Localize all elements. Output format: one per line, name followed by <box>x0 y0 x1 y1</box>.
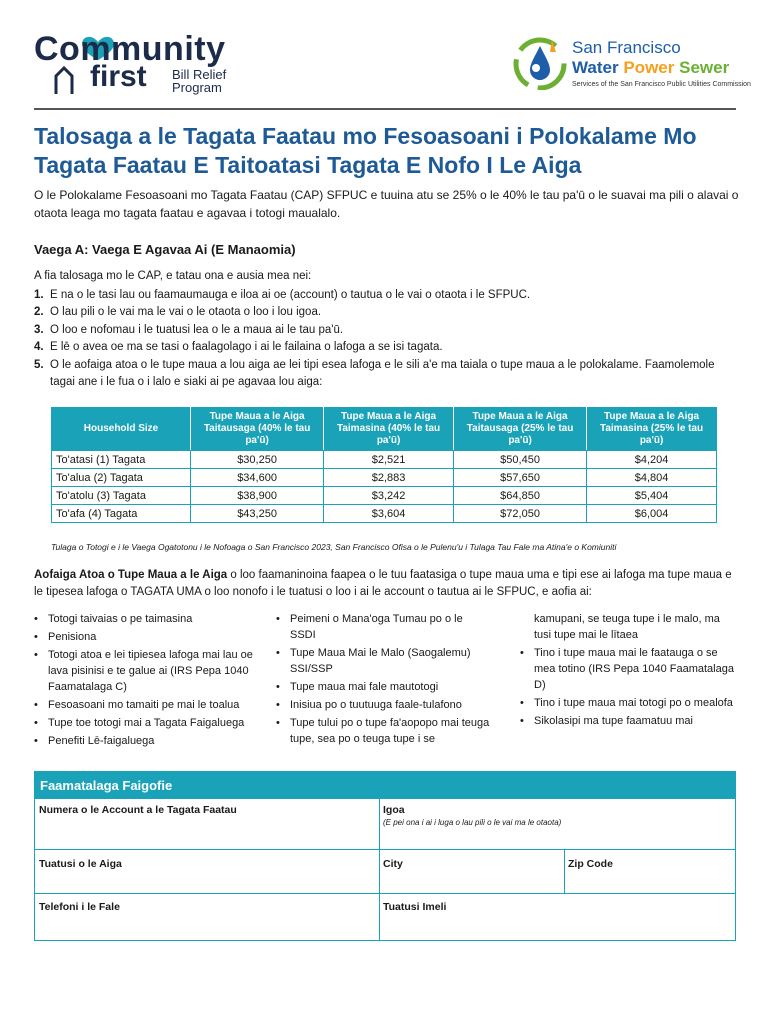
eligibility-item <box>34 357 734 392</box>
item-number: 5. <box>34 358 44 371</box>
page-title: Talosaga a le Tagata Faatau mo Fesoasoani i Polokalame Mo Tagata Faatau E Taitoatasi Tagata E Nofo I Le Aiga <box>34 123 697 178</box>
form-divider <box>35 893 735 894</box>
list-item: • Totogi atoa e lei tipiesea lafoga mai lau oe lava pisinisi e te galue ai (IRS Pepa 1040 Faamatalaga C) <box>34 647 264 695</box>
form-divider <box>379 799 380 940</box>
item-text: E na o le tasi lau ou faamaumauga e iloa ai oe (account) o tautua o le vai o otaota i le SFPUC. <box>50 289 531 301</box>
basic-info-form <box>34 798 736 941</box>
table-header-row <box>52 408 717 451</box>
item-text: E lē o avea oe ma se tasi o faalagolago i ai le failaina o lafoga a se isi tagata. <box>50 341 443 354</box>
income-definition <box>34 567 739 601</box>
item-number: 4. <box>34 341 44 354</box>
form-divider <box>564 849 565 893</box>
income-sources-col3 <box>520 611 740 731</box>
column-header: Tupe Maua a le Aiga Taimasina (40% le tau pa'ū) <box>324 408 454 451</box>
zip-code-field[interactable]: Zip Code <box>568 858 613 870</box>
section-a-lead: A fia talosaga mo le CAP, e tatau ona e ausia mea nei: <box>34 270 312 282</box>
sfpuc-name: San Francisco <box>572 38 681 57</box>
sfpuc-services <box>572 58 729 78</box>
form-section-heading: Faamatalaga Faigofie <box>34 771 736 798</box>
table-cell: $50,450 <box>453 451 586 469</box>
table-cell: $4,204 <box>587 451 717 469</box>
logo-text-first: first <box>90 60 147 93</box>
list-item: • Tupe Maua Mai le Malo (Saogalemu) SSI/SSP <box>276 645 491 677</box>
eligibility-item <box>34 287 734 304</box>
table-cell: $2,883 <box>324 469 454 487</box>
name-field[interactable]: Igoa <box>383 804 405 816</box>
logo-subtitle-line2: Program <box>172 80 222 95</box>
table-cell: $43,250 <box>191 505 324 523</box>
table-cell: $4,804 <box>587 469 717 487</box>
table-cell: $57,650 <box>453 469 586 487</box>
list-item: • Fesoasoani mo tamaiti pe mai le toalua <box>34 697 264 713</box>
income-sources-col2 <box>276 611 491 749</box>
logo-subtitle-line1: Bill Relief <box>172 67 227 82</box>
list-item: • Tupe maua mai fale mautotogi <box>276 679 491 695</box>
table-cell: $64,850 <box>453 487 586 505</box>
account-number-field[interactable]: Numera o le Account a le Tagata Faatau <box>39 804 237 816</box>
list-item: • Penisiona <box>34 629 264 645</box>
list-item: • Tupe tului po o tupe fa'aopopo mai teuga tupe, sea po o teuga tupe i se <box>276 715 491 747</box>
sfpuc-sewer: Sewer <box>679 58 730 77</box>
table-cell: $2,521 <box>324 451 454 469</box>
table-cell: $3,242 <box>324 487 454 505</box>
item-text: O lau pili o le vai ma le vai o le otaota o loo i lou igoa. <box>50 306 322 319</box>
income-sources-col1 <box>34 611 264 751</box>
intro-paragraph: O le Polokalame Fesoasoani mo Tagata Faatau (CAP) SFPUC e tuuina atu se 25% o le 40% le tau pa'ū o le suavai ma pili o alavai o otaota leaga mo tagata faatau e agavaa i totogi maualalo. <box>34 188 739 220</box>
table-cell: $30,250 <box>191 451 324 469</box>
home-phone-field[interactable]: Telefoni i le Fale <box>39 901 120 913</box>
list-item-continued: kamupani, se teuga tupe i le malo, ma tusi tupe mai le lītaea <box>534 613 720 641</box>
income-limits-table <box>51 407 717 523</box>
sfpuc-drop-icon <box>512 34 568 90</box>
column-header: Tupe Maua a le Aiga Taitausaga (25% le tau pa'ū) <box>453 408 586 451</box>
eligibility-list <box>34 287 734 391</box>
table-row <box>52 487 717 505</box>
table-cell: $72,050 <box>453 505 586 523</box>
table-cell: To'alua (2) Tagata <box>52 469 191 487</box>
item-number: 2. <box>34 306 44 319</box>
item-number: 3. <box>34 323 44 336</box>
city-field[interactable]: City <box>383 858 403 870</box>
section-a-heading: Vaega A: Vaega E Agavaa Ai (E Manaomia) <box>34 242 296 257</box>
table-cell: $38,900 <box>191 487 324 505</box>
income-definition-term: Aofaiga Atoa o Tupe Maua a le Aiga <box>34 569 228 581</box>
table-cell: $6,004 <box>587 505 717 523</box>
table-cell: $34,600 <box>191 469 324 487</box>
home-address-field[interactable]: Tuatusi o le Aiga <box>39 858 122 870</box>
column-header: Household Size <box>52 408 191 451</box>
sfpuc-tagline: Services of the San Francisco Public Utilities Commission <box>572 81 751 88</box>
list-item: • Inisiua po o tuutuuga faale-tulafono <box>276 697 491 713</box>
table-cell: To'atasi (1) Tagata <box>52 451 191 469</box>
table-cell: To'afa (4) Tagata <box>52 505 191 523</box>
table-cell: To'atolu (3) Tagata <box>52 487 191 505</box>
sfpuc-power: Power <box>623 58 675 77</box>
form-divider <box>35 849 735 850</box>
table-row <box>52 505 717 523</box>
header-divider <box>34 108 736 110</box>
table-cell: $5,404 <box>587 487 717 505</box>
income-definition-text: o loo faamaninoina faapea o le tuu faatasiga o tupe maua uma e tipi ese ai lafoga ma tupe maua e le tipesea lafoga o TAGATA UMA o loo nonofo i le tuatusi o loo i ai le account o tautua ai le SFPUC, e aofia ai: <box>34 569 732 598</box>
list-item: • Tupe toe totogi mai a Tagata Faigaluega <box>34 715 264 731</box>
column-header: Tupe Maua a le Aiga Taitausaga (40% le tau pa'ū) <box>191 408 324 451</box>
item-number: 1. <box>34 289 44 301</box>
list-item: • Peimeni o Mana'oga Tumau po o le SSDI <box>276 611 491 643</box>
column-header: Tupe Maua a le Aiga Taimasina (25% le tau pa'ū) <box>587 408 717 451</box>
eligibility-item <box>34 322 734 339</box>
table-cell: $3,604 <box>324 505 454 523</box>
list-item: • Tino i tupe maua mai le faatauga o se mea totino (IRS Pepa 1040 Faamatalaga D) <box>520 645 740 693</box>
table-row <box>52 469 717 487</box>
item-text: O le aofaiga atoa o le tupe maua a lou aiga ae lei tipi esea lafoga e le sili a'e ma taiala o tupe maua a le polokalame. Faamolemole tagai ane i le fua o i lalo e siaki ai pe agavaa lou aiga: <box>50 358 715 389</box>
eligibility-item <box>34 339 734 356</box>
name-field-hint: (E pei ona i ai i luga o lau pili o le vai ma le otaota) <box>383 818 562 827</box>
sfpuc-water: Water <box>572 58 619 77</box>
table-row <box>52 451 717 469</box>
table-source-note: Tulaga o Totogi e i le Vaega Ogatotonu i le Nofoaga o San Francisco 2023, San Francisco Ofisa o le Pulenu'u i Tulaga Tau Fale ma Atina'e o Komiuniti <box>51 542 617 552</box>
email-field[interactable]: Tuatusi Imeli <box>383 901 447 913</box>
logo-subtitle <box>172 68 226 94</box>
logo-text-community: Community <box>34 30 226 68</box>
list-item: • Totogi taivaias o pe taimasina <box>34 611 264 627</box>
eligibility-item <box>34 304 734 321</box>
list-item: • Penefiti Lē-faigaluega <box>34 733 264 749</box>
list-item: • Tino i tupe maua mai totogi po o mealofa <box>520 695 740 711</box>
item-text: O loo e nofomau i le tuatusi lea o le a maua ai le tau pa'ū. <box>50 323 344 336</box>
list-item: • Sikolasipi ma tupe faamatuu mai <box>520 713 740 729</box>
